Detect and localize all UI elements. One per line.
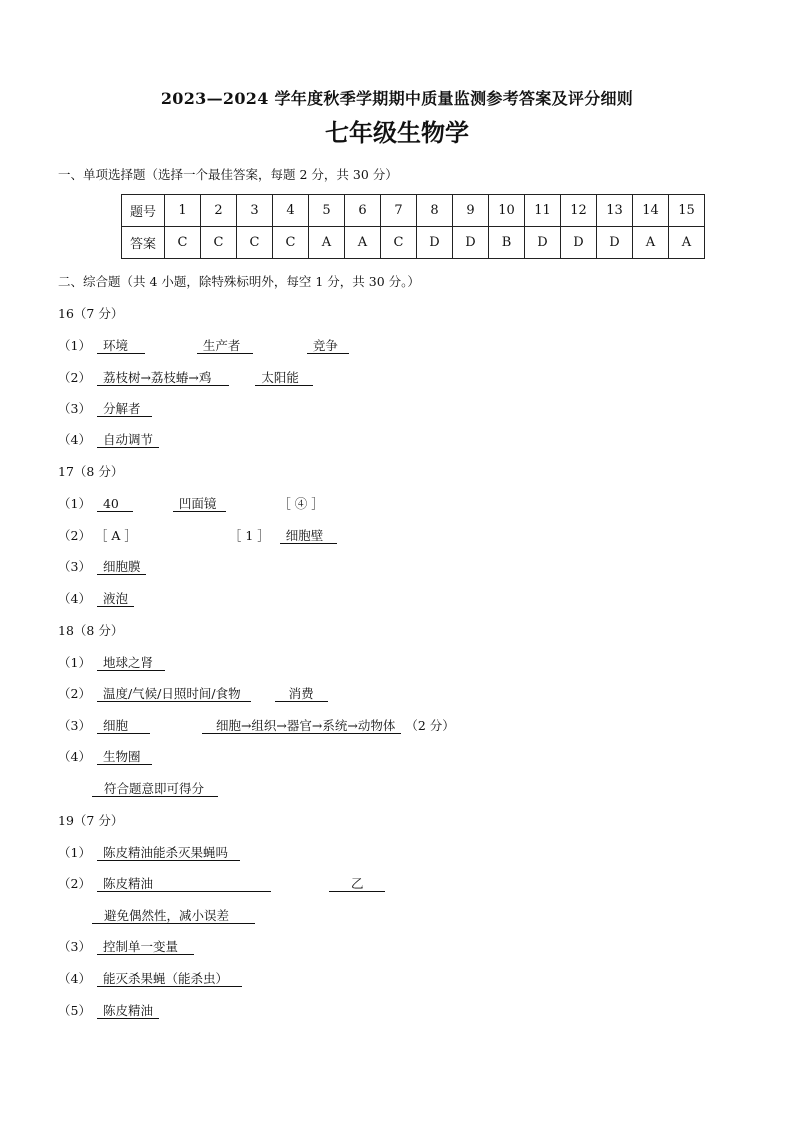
part-label: （4） xyxy=(58,432,91,447)
answer-blank: 符合题意即可得分 xyxy=(92,781,218,797)
q19-part2 xyxy=(58,876,385,892)
part-label: （3） xyxy=(58,939,91,954)
answer-blank: 陈皮精油 xyxy=(97,876,271,892)
q16-part2 xyxy=(58,370,313,386)
answer-blank: 40 xyxy=(97,496,133,512)
answer-bracket: ［ 1 ］ xyxy=(228,528,270,543)
part-label: （3） xyxy=(58,559,91,574)
q16-part3 xyxy=(58,401,152,417)
question-number: 8 xyxy=(417,195,453,227)
answer-cell: C xyxy=(165,227,201,259)
part-label: （2） xyxy=(58,528,91,543)
question-number: 12 xyxy=(561,195,597,227)
part-label: （1） xyxy=(58,496,91,511)
q16-part4 xyxy=(58,432,159,448)
answer-table xyxy=(121,194,705,259)
q17-header: 17（8 分） xyxy=(58,464,124,479)
q19-part3 xyxy=(58,939,194,955)
question-number: 2 xyxy=(201,195,237,227)
answer-cell: D xyxy=(597,227,633,259)
q19-part2-reason xyxy=(92,908,255,924)
answer-blank: 消费 xyxy=(275,686,328,702)
answer-blank: 自动调节 xyxy=(97,432,159,448)
answer-cell: C xyxy=(273,227,309,259)
part-label: （1） xyxy=(58,338,91,353)
question-number: 1 xyxy=(165,195,201,227)
answer-blank: 细胞膜 xyxy=(97,559,147,575)
answer-blank: 地球之肾 xyxy=(97,655,165,671)
answer-blank: 细胞→组织→器官→系统→动物体 xyxy=(202,718,401,734)
question-number-row xyxy=(122,195,705,227)
subject-title: 七年级生物学 xyxy=(325,119,469,147)
answer-blank: 能灭杀果蝇（能杀虫） xyxy=(97,971,242,987)
part-label: （5） xyxy=(58,1003,91,1018)
answer-blank: 太阳能 xyxy=(255,370,313,386)
answer-blank: 竞争 xyxy=(307,338,349,354)
part-label: （1） xyxy=(58,845,91,860)
answer-bracket: ［ A ］ xyxy=(94,528,137,543)
answer-cell: D xyxy=(453,227,489,259)
answer-cell: A xyxy=(345,227,381,259)
question-number: 13 xyxy=(597,195,633,227)
answer-bracket: ［ ④ ］ xyxy=(278,496,324,511)
question-number: 4 xyxy=(273,195,309,227)
q18-header: 18（8 分） xyxy=(58,623,124,638)
score-note: （2 分） xyxy=(405,718,455,733)
question-number: 6 xyxy=(345,195,381,227)
part-label: （2） xyxy=(58,686,91,701)
part-label: （4） xyxy=(58,749,91,764)
q19-part5 xyxy=(58,1003,159,1019)
part-label: （4） xyxy=(58,971,91,986)
row-label: 答案 xyxy=(122,227,165,259)
answer-row xyxy=(122,227,705,259)
part-label: （4） xyxy=(58,591,91,606)
answer-cell: D xyxy=(525,227,561,259)
document-title: 2023—2024 学年度秋季学期期中质量监测参考答案及评分细则 xyxy=(160,89,634,108)
q18-part4 xyxy=(58,749,152,765)
answer-blank: 温度/气候/日照时间/食物 xyxy=(97,686,251,702)
part-label: （1） xyxy=(58,655,91,670)
question-number: 3 xyxy=(237,195,273,227)
answer-cell: A xyxy=(669,227,705,259)
answer-blank: 避免偶然性，减小误差 xyxy=(92,908,255,924)
part-label: （2） xyxy=(58,370,91,385)
q18-part1 xyxy=(58,655,165,671)
answer-blank: 细胞 xyxy=(97,718,150,734)
answer-blank: 控制单一变量 xyxy=(97,939,194,955)
answer-blank: 分解者 xyxy=(97,401,153,417)
question-number: 7 xyxy=(381,195,417,227)
answer-blank: 生物圈 xyxy=(97,749,153,765)
q16-part1 xyxy=(58,338,349,354)
answer-cell: C xyxy=(381,227,417,259)
q16-header: 16（7 分） xyxy=(58,306,124,321)
question-number: 14 xyxy=(633,195,669,227)
answer-cell: D xyxy=(561,227,597,259)
q18-part2 xyxy=(58,686,328,702)
answer-blank: 陈皮精油能杀灭果蝇吗 xyxy=(97,845,240,861)
answer-blank: 陈皮精油 xyxy=(97,1003,159,1019)
q18-part3 xyxy=(58,718,455,734)
q17-part4 xyxy=(58,591,134,607)
q17-part1 xyxy=(58,496,324,512)
question-number: 9 xyxy=(453,195,489,227)
q19-part1 xyxy=(58,845,240,861)
answer-cell: C xyxy=(237,227,273,259)
question-number: 10 xyxy=(489,195,525,227)
q19-part4 xyxy=(58,971,242,987)
q19-header: 19（7 分） xyxy=(58,813,124,828)
section1-heading: 一、单项选择题（选择一个最佳答案，每题 2 分，共 30 分） xyxy=(58,167,398,182)
answer-blank: 细胞壁 xyxy=(280,528,338,544)
part-label: （3） xyxy=(58,718,91,733)
answer-cell: A xyxy=(633,227,669,259)
answer-cell: B xyxy=(489,227,525,259)
row-label: 题号 xyxy=(122,195,165,227)
answer-cell: C xyxy=(201,227,237,259)
answer-blank: 荔枝树→荔枝蝽→鸡 xyxy=(97,370,229,386)
q17-part3 xyxy=(58,559,146,575)
answer-cell: A xyxy=(309,227,345,259)
section2-heading: 二、综合题（共 4 小题，除特殊标明外，每空 1 分，共 30 分。） xyxy=(58,274,420,289)
answer-blank: 生产者 xyxy=(197,338,253,354)
question-number: 11 xyxy=(525,195,561,227)
answer-blank: 乙 xyxy=(329,876,386,892)
question-number: 15 xyxy=(669,195,705,227)
q18-part4-note xyxy=(92,781,218,797)
answer-blank: 液泡 xyxy=(97,591,134,607)
q17-part2 xyxy=(58,528,337,544)
answer-blank: 凹面镜 xyxy=(173,496,227,512)
part-label: （2） xyxy=(58,876,91,891)
question-number: 5 xyxy=(309,195,345,227)
answer-cell: D xyxy=(417,227,453,259)
part-label: （3） xyxy=(58,401,91,416)
answer-blank: 环境 xyxy=(97,338,145,354)
